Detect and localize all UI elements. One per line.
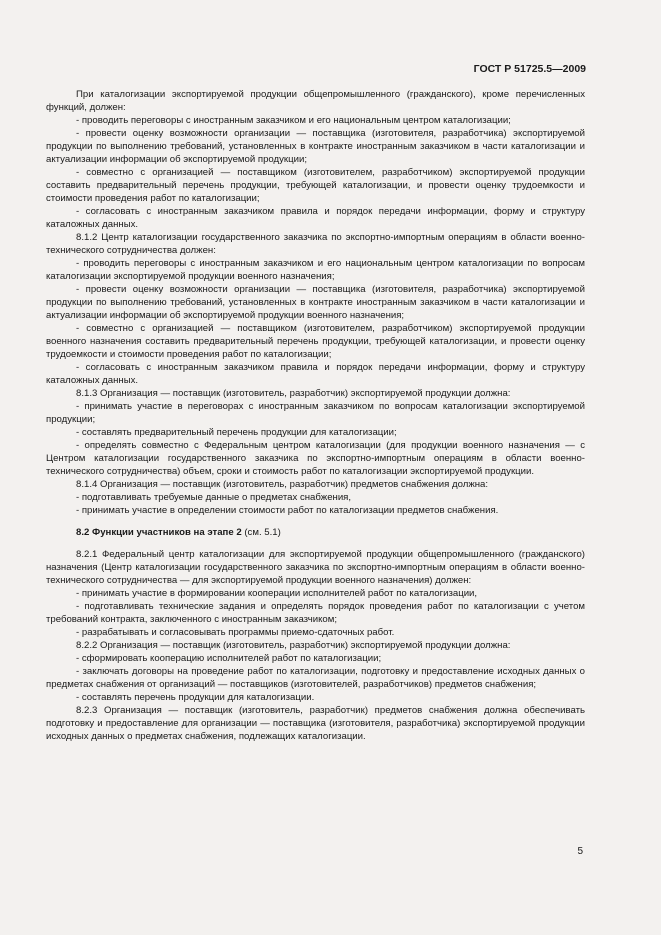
page-number: 5 — [577, 846, 583, 857]
list-item: - совместно с организацией — поставщиком (изготовителем, разработчиком) экспортируемой продукции составить предварительный перечень продукции, требующей каталогизации, и провести оценку трудоемкости и стоимости проведения работ по каталогизации; — [46, 167, 585, 204]
section-heading — [46, 526, 585, 539]
list-item: - подготавливать технические задания и определять порядок проведения работ по каталогизации с учетом требований контракта, заключенного с иностранным заказчиком; — [46, 601, 585, 625]
list-item: - проводить переговоры с иностранным заказчиком и его национальным центром каталогизации; — [76, 115, 511, 126]
clause-8-1-2: 8.1.2 Центр каталогизации государственного заказчика по экспортно-импортным операциям в области военно-технического сотрудничества должен: — [46, 232, 585, 256]
list-item: - провести оценку возможности организации — поставщика (изготовителя, разработчика) экспортируемой продукции по выполнению требований, установленных в контракте иностранным заказчиком в части каталогизации и актуализации информации об экспортируемой продукции военного назначения; — [46, 284, 585, 321]
body-text — [46, 88, 585, 743]
list-item: - согласовать с иностранным заказчиком правила и порядок передачи информации, форму и структуру каталожных данных. — [46, 362, 585, 386]
paragraph: При каталогизации экспортируемой продукции общепромышленного (гражданского), кроме перечисленных функций, должен: — [46, 89, 585, 113]
clause-8-2-2: 8.2.2 Организация — поставщик (изготовитель, разработчик) экспортируемой продукции должна: — [76, 640, 511, 651]
list-item: - принимать участие в определении стоимости работ по каталогизации предметов снабжения. — [76, 505, 499, 516]
section-title: 8.2 Функции участников на этапе 2 — [76, 527, 242, 538]
list-item: - составлять перечень продукции для каталогизации. — [76, 692, 315, 703]
section-ref: (см. 5.1) — [244, 527, 281, 538]
list-item: - провести оценку возможности организации — поставщика (изготовителя, разработчика) экспортируемой продукции по выполнению требований, установленных в контракте иностранным заказчиком в части каталогизации и актуализации информации об экспортируемой продукции; — [46, 128, 585, 165]
clause-8-1-4: 8.1.4 Организация — поставщик (изготовитель, разработчик) предметов снабжения должна: — [76, 479, 489, 490]
clause-8-2-1: 8.2.1 Федеральный центр каталогизации для экспортируемой продукции общепромышленного (гражданского) назначения (Центр каталогизации государственного заказчика по экспортно-импортным операциям в области военно-технического сотрудничества — для экспортируемой продукции военного назначения) должен: — [46, 549, 585, 586]
list-item: - сформировать кооперацию исполнителей работ по каталогизации; — [76, 653, 382, 664]
list-item: - составлять предварительный перечень продукции для каталогизации; — [76, 427, 397, 438]
list-item: - принимать участие в формировании кооперации исполнителей работ по каталогизации, — [76, 588, 478, 599]
standard-code: ГОСТ Р 51725.5—2009 — [473, 63, 586, 75]
list-item: - согласовать с иностранным заказчиком правила и порядок передачи информации, форму и структуру каталожных данных. — [46, 206, 585, 230]
clause-8-1-3: 8.1.3 Организация — поставщик (изготовитель, разработчик) экспортируемой продукции должна: — [76, 388, 511, 399]
clause-8-2-3: 8.2.3 Организация — поставщик (изготовитель, разработчик) предметов снабжения должна обеспечивать подготовку и предоставление для организации — поставщика (изготовителя, разработчика) экспортируемой продукции исходных данных о предметах снабжения, подлежащих каталогизации. — [46, 705, 585, 742]
list-item: - совместно с организацией — поставщиком (изготовителем, разработчиком) экспортируемой продукции военного назначения составить предварительный перечень продукции, требующей каталогизации, и провести оценку трудоемкости и стоимости проведения работ по каталогизации; — [46, 323, 585, 360]
list-item: - подготавливать требуемые данные о предметах снабжения, — [76, 492, 352, 503]
list-item: - разрабатывать и согласовывать программы приемо-сдаточных работ. — [76, 627, 395, 638]
list-item: - проводить переговоры с иностранным заказчиком и его национальным центром каталогизации по вопросам каталогизации экспортируемой продукции военного назначения; — [46, 258, 585, 282]
list-item: - принимать участие в переговорах с иностранным заказчиком по вопросам каталогизации экспортируемой продукции; — [46, 401, 585, 425]
list-item: - определять совместно с Федеральным центром каталогизации (для продукции военного назначения — с Центром каталогизации государственного заказчика по экспортно-импортным операциям в области военно-технического сотрудничества) объем, сроки и стоимость работ по каталогизации экспортируемой продукции. — [46, 440, 585, 477]
list-item: - заключать договоры на проведение работ по каталогизации, подготовку и предоставление исходных данных о предметах снабжения от организаций — поставщиков (изготовителей, разработчиков) предметов снабжения; — [46, 666, 585, 690]
